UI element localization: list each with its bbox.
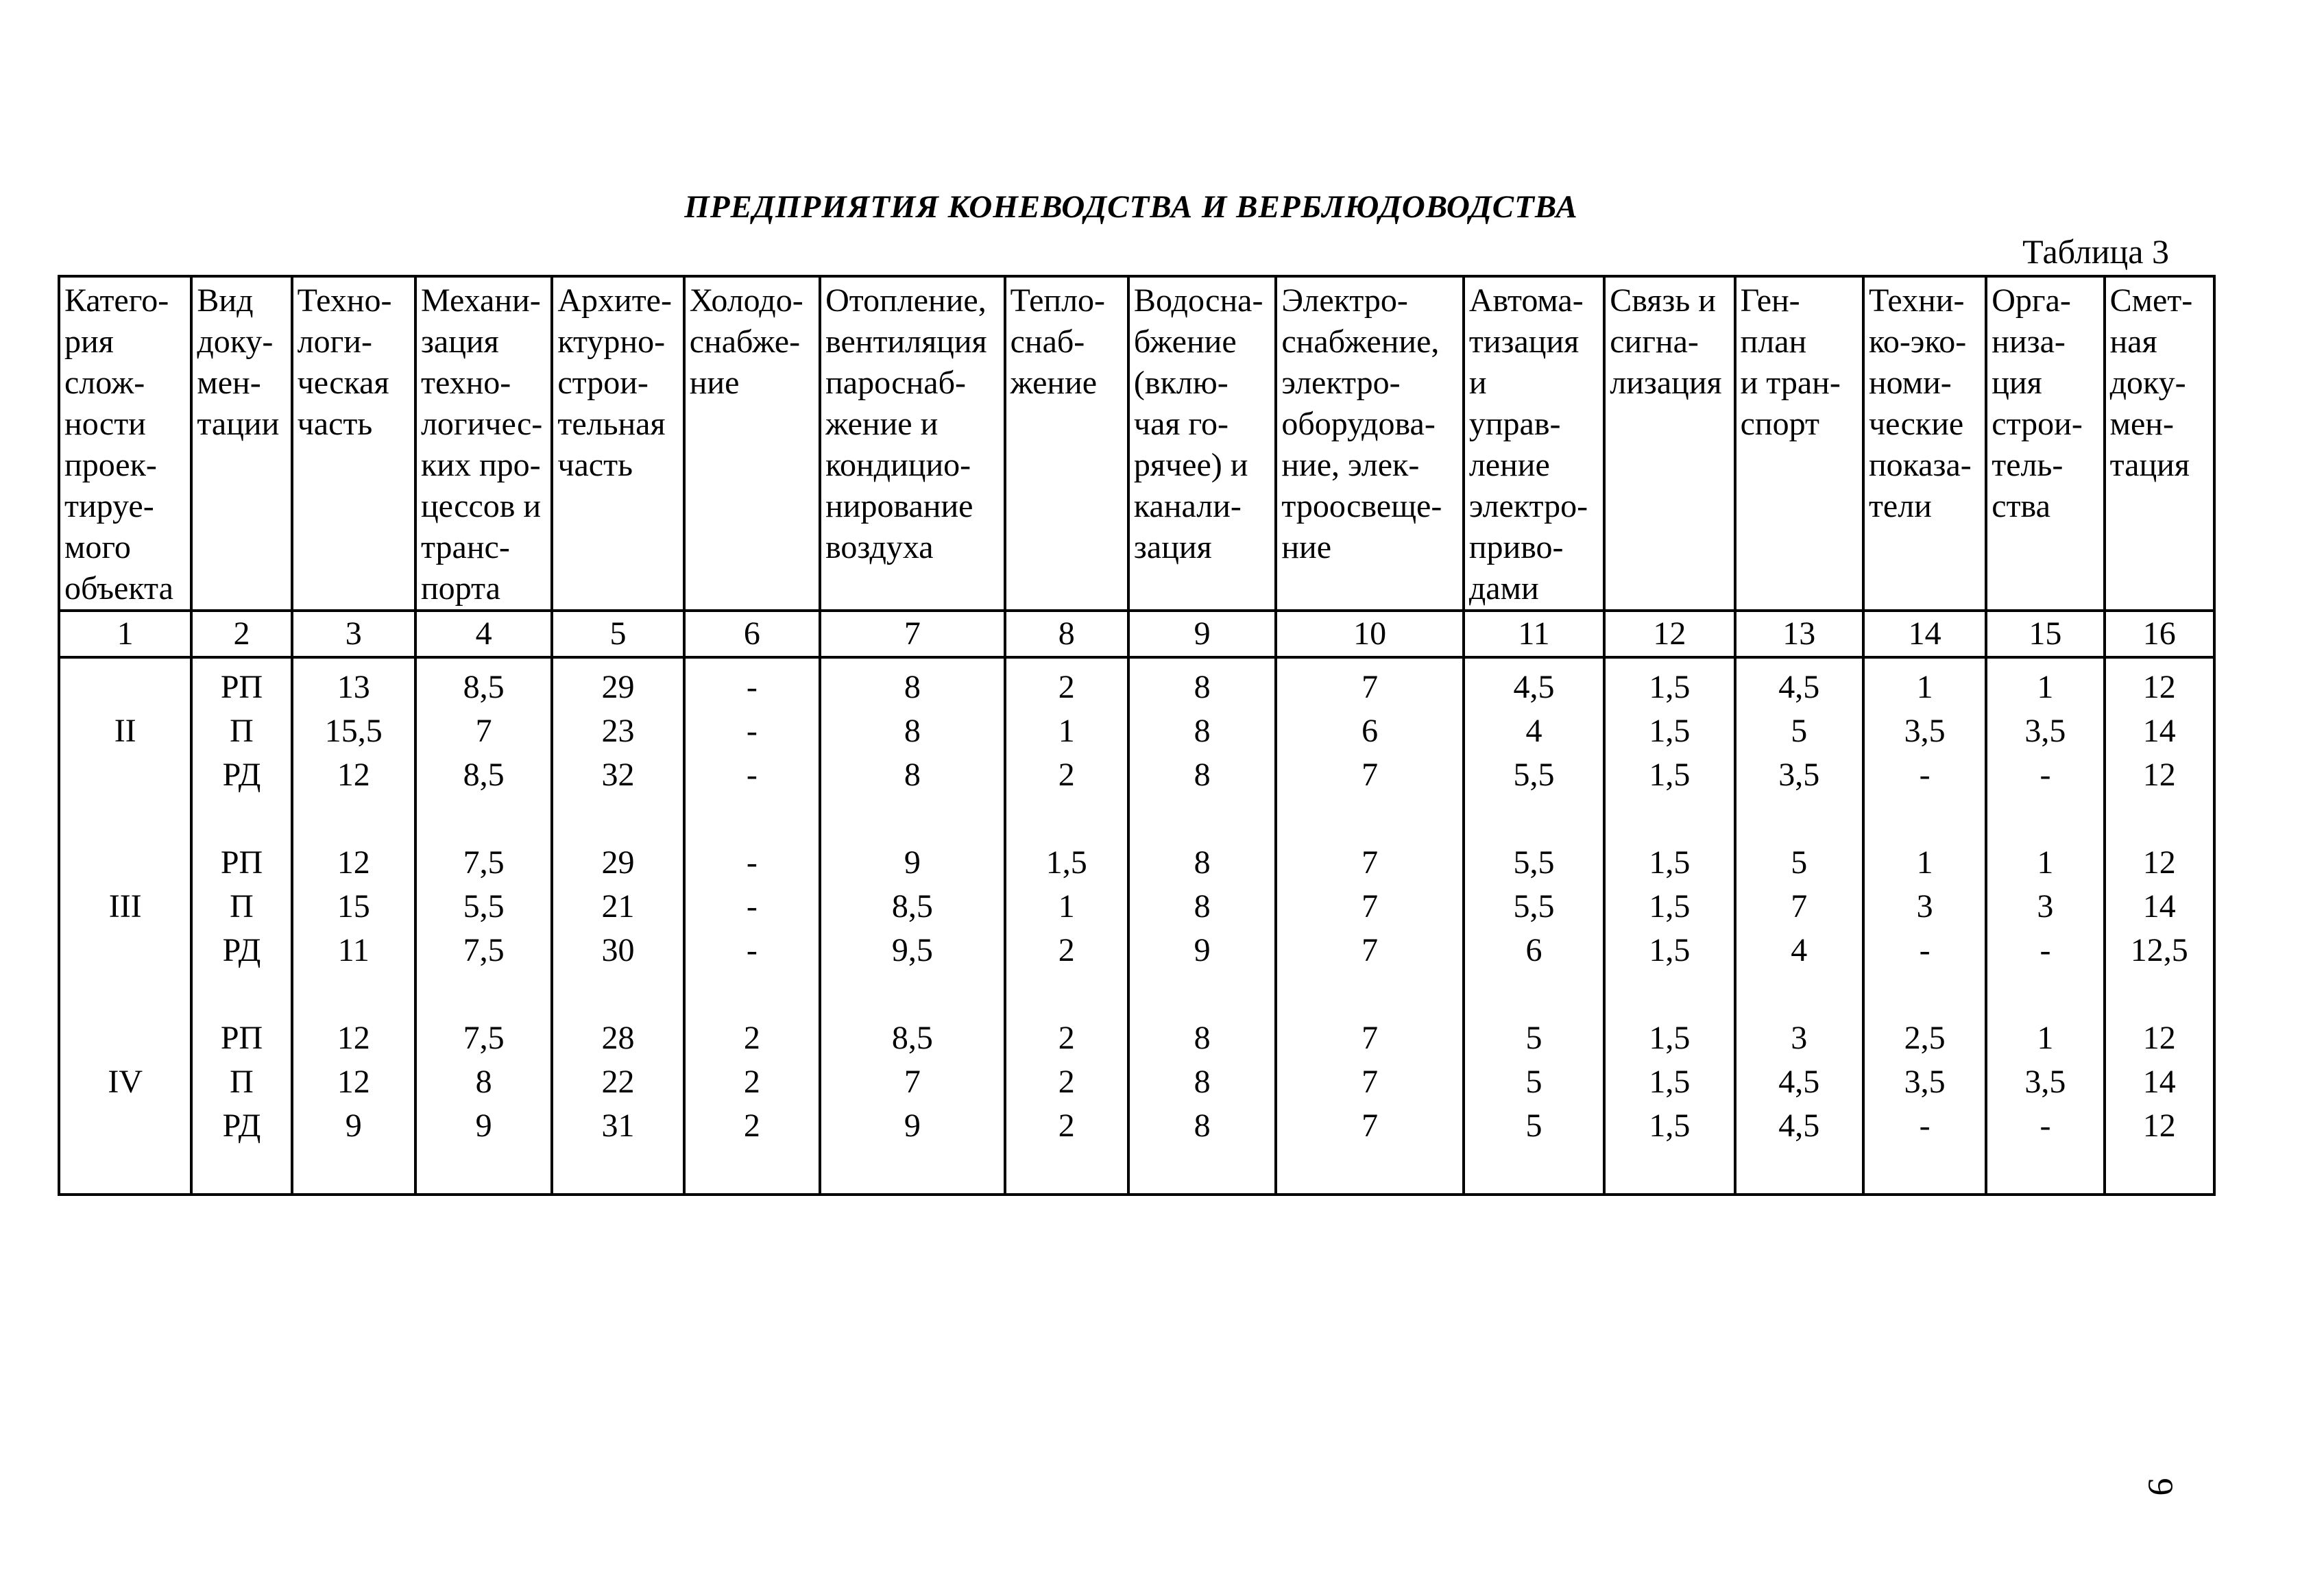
heat-supply-values: 2 1 2 1,5 1 2 2 2 2 bbox=[1005, 657, 1128, 1195]
column-number: 2 bbox=[191, 611, 291, 657]
column-number: 15 bbox=[1986, 611, 2104, 657]
header-power-supply: Электро- снабжение, электро- оборудова- ние, элек- троосвеще- ние bbox=[1276, 276, 1464, 611]
column-number: 14 bbox=[1863, 611, 1986, 657]
doc-type-column: РП П РД РП П РД РП П РД bbox=[191, 657, 291, 1195]
header-heat-supply: Тепло- снаб- жение bbox=[1005, 276, 1128, 611]
automation-values: 4,5 4 5,5 5,5 5,5 6 5 5 5 bbox=[1464, 657, 1604, 1195]
construction-org-values: 1 3,5 - 1 3 - 1 3,5 - bbox=[1986, 657, 2104, 1195]
header-row bbox=[59, 276, 2214, 611]
header-automation: Автома- тизация и управ- ление электро- приво- дами bbox=[1464, 276, 1604, 611]
header-mechanization: Механи- зация техно- логичес- ких про- цессов и транс- порта bbox=[415, 276, 552, 611]
communication-values: 1,5 1,5 1,5 1,5 1,5 1,5 1,5 1,5 1,5 bbox=[1604, 657, 1734, 1195]
architectural-values: 29 23 32 29 21 30 28 22 31 bbox=[552, 657, 683, 1195]
mechanization-values: 8,5 7 8,5 7,5 5,5 7,5 7,5 8 9 bbox=[415, 657, 552, 1195]
header-architectural: Архите- ктурно- строи- тельная часть bbox=[552, 276, 683, 611]
header-technological: Техно- логи- ческая часть bbox=[292, 276, 415, 611]
data-table bbox=[58, 275, 2216, 1196]
column-number: 7 bbox=[820, 611, 1005, 657]
technological-values: 13 15,5 12 12 15 11 12 12 9 bbox=[292, 657, 415, 1195]
column-number: 6 bbox=[684, 611, 820, 657]
tech-econ-values: 1 3,5 - 1 3 - 2,5 3,5 - bbox=[1863, 657, 1986, 1195]
header-category: Катего- рия слож- ности проек- тируе- мого объекта bbox=[59, 276, 191, 611]
document-title: ПРЕДПРИЯТИЯ КОНЕВОДСТВА И ВЕРБЛЮДОВОДСТВА bbox=[684, 189, 1578, 225]
column-number: 1 bbox=[59, 611, 191, 657]
power-supply-values: 7 6 7 7 7 7 7 7 7 bbox=[1276, 657, 1464, 1195]
header-construction-org: Орга- низа- ция строи- тель- ства bbox=[1986, 276, 2104, 611]
column-number: 10 bbox=[1276, 611, 1464, 657]
header-estimate: Смет- ная доку- мен- тация bbox=[2105, 276, 2214, 611]
column-number: 16 bbox=[2105, 611, 2214, 657]
header-heating-ventilation: Отопление, вентиляция пароснаб- жение и кондицио- нирование воздуха bbox=[820, 276, 1005, 611]
column-number: 11 bbox=[1464, 611, 1604, 657]
header-water-supply: Водосна- бжение (вклю- чая го- рячее) и канали- зация bbox=[1128, 276, 1276, 611]
header-tech-econ: Техни- ко-эко- номи- ческие показа- тели bbox=[1863, 276, 1986, 611]
page-number: 9 bbox=[2140, 1478, 2180, 1496]
header-communication: Связь и сигна- лизация bbox=[1604, 276, 1734, 611]
category-column: II III IV bbox=[59, 657, 191, 1195]
heating-ventilation-values: 8 8 8 9 8,5 9,5 8,5 7 9 bbox=[820, 657, 1005, 1195]
table-body-row bbox=[59, 657, 2214, 1195]
general-plan-values: 4,5 5 3,5 5 7 4 3 4,5 4,5 bbox=[1735, 657, 1863, 1195]
column-number: 3 bbox=[292, 611, 415, 657]
column-number: 4 bbox=[415, 611, 552, 657]
column-number-row bbox=[59, 611, 2214, 657]
column-number: 12 bbox=[1604, 611, 1734, 657]
column-number: 5 bbox=[552, 611, 683, 657]
estimate-values: 12 14 12 12 14 12,5 12 14 12 bbox=[2105, 657, 2214, 1195]
header-cold-supply: Холодо- снабже- ние bbox=[684, 276, 820, 611]
water-supply-values: 8 8 8 8 8 9 8 8 8 bbox=[1128, 657, 1276, 1195]
header-general-plan: Ген- план и тран- спорт bbox=[1735, 276, 1863, 611]
column-number: 13 bbox=[1735, 611, 1863, 657]
header-doc-type: Вид доку- мен- тации bbox=[191, 276, 291, 611]
table-label: Таблица 3 bbox=[2022, 232, 2169, 271]
cold-supply-values: - - - - - - 2 2 2 bbox=[684, 657, 820, 1195]
column-number: 8 bbox=[1005, 611, 1128, 657]
column-number: 9 bbox=[1128, 611, 1276, 657]
